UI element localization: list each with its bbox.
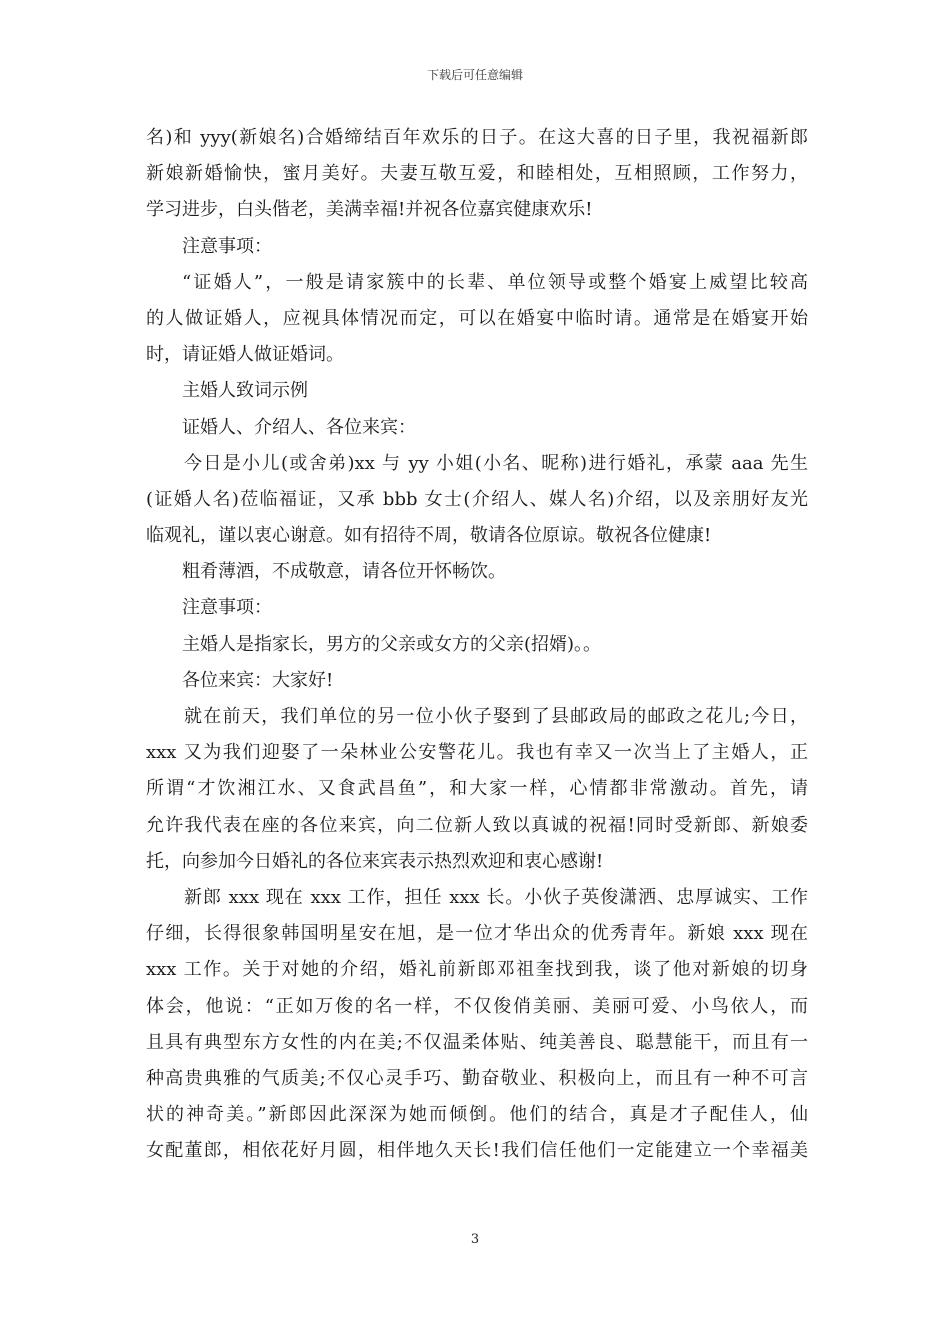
text-line: 主婚人是指家长，男方的父亲或女方的父亲(招婿)。。 xyxy=(182,633,602,655)
page-header: 下载后可任意编辑 xyxy=(426,68,523,82)
text-line: 种高贵典雅的气质美;不仅心灵手巧、勤奋敬业、积极向上，而且有一种不可言 xyxy=(146,1067,808,1089)
text-line: 新娘新婚愉快，蜜月美好。夫妻互敬互爱，和睦相处，互相照顾，工作努力， xyxy=(146,163,808,185)
text-line: (证婚人名)莅临福证，又承 bbb 女士(介绍人、媒人名)介绍，以及亲朋好友光 xyxy=(146,488,808,510)
text-line: 新郎 xxx 现在 xxx 工作，担任 xxx 长。小伙子英俊潇洒、忠厚诚实、工作 xyxy=(184,886,808,908)
text-line: 时，请证婚人做证婚词。 xyxy=(146,344,344,366)
text-line: xxx 工作。关于对她的介绍，婚礼前新郎邓祖奎找到我，谈了他对新娘的切身 xyxy=(146,959,808,981)
text-line: 临观礼，谨以衷心谢意。如有招待不周，敬请各位原谅。敬祝各位健康! xyxy=(146,525,712,547)
text-line: 且具有典型东方女性的内在美;不仅温柔体贴、纯美善良、聪慧能干，而且有一 xyxy=(146,1031,808,1053)
text-line: 的人做证婚人，应视具体情况而定，可以在婚宴中临时请。通常是在婚宴开始 xyxy=(146,307,808,329)
salutation: 证婚人、介绍人、各位来宾： xyxy=(182,416,416,438)
text-line: 体会，他说：“正如万俊的名一样，不仅俊俏美丽、美丽可爱、小鸟依人，而 xyxy=(146,995,808,1017)
text-line: 托，向参加今日婚礼的各位来宾表示热烈欢迎和衷心感谢! xyxy=(146,850,604,872)
text-line: 名)和 yyy(新娘名)合婚缔结百年欢乐的日子。在这大喜的日子里，我祝福新郎 xyxy=(146,127,808,148)
text-line: 粗肴薄酒，不成敬意，请各位开怀畅饮。 xyxy=(182,561,506,583)
text-line: 所谓“才饮湘江水、又食武昌鱼”，和大家一样，心情都非常激动。首先，请 xyxy=(146,778,808,800)
text-line: 就在前天，我们单位的另一位小伙子娶到了县邮政局的邮政之花儿;今日， xyxy=(184,706,808,727)
section-heading: 注意事项： xyxy=(182,235,272,257)
text-line: 女配董郎，相依花好月圆，相伴地久天长!我们信任他们一定能建立一个幸福美 xyxy=(146,1140,808,1162)
document-body xyxy=(146,120,808,1169)
text-line: xxx 又为我们迎娶了一朵林业公安警花儿。我也有幸又一次当上了主婚人，正 xyxy=(146,742,808,764)
text-line: 状的神奇美。”新郎因此深深为她而倾倒。他们的结合，真是才子配佳人，仙 xyxy=(146,1104,808,1126)
text-line: “证婚人”，一般是请家簇中的长辈、单位领导或整个婚宴上威望比较高 xyxy=(182,271,808,293)
text-line: 今日是小儿(或舍弟)xx 与 yy 小姐(小名、昵称)进行婚礼，承蒙 aaa 先生 xyxy=(184,452,808,474)
salutation: 各位来宾：大家好! xyxy=(182,669,334,691)
section-heading: 主婚人致词示例 xyxy=(182,380,308,402)
section-heading: 注意事项： xyxy=(182,597,272,619)
text-line: 学习进步，白头偕老，美满幸福!并祝各位嘉宾健康欢乐! xyxy=(146,199,593,221)
text-line: 允许我代表在座的各位来宾，向二位新人致以真诚的祝福!同时受新郎、新娘委 xyxy=(146,814,808,836)
page-number: 3 xyxy=(470,1232,480,1247)
text-line: 仔细，长得很象韩国明星安在旭，是一位才华出众的优秀青年。新娘 xxx 现在 xyxy=(146,923,808,945)
